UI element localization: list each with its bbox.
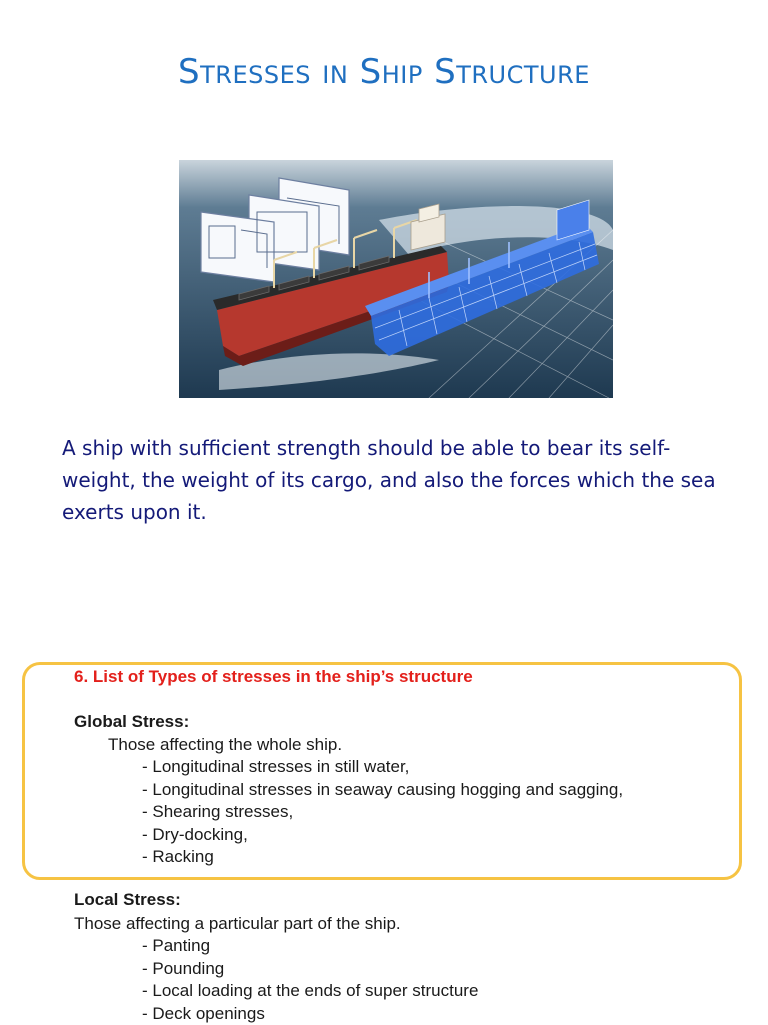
list-item: - Pounding xyxy=(142,958,225,978)
list-item: - Dry-docking, xyxy=(142,824,248,844)
list-item: - Longitudinal stresses in seaway causing hogging and sagging, xyxy=(142,779,624,799)
list-item: - Local loading at the ends of super structure xyxy=(142,981,479,1001)
page-title: Stresses in Ship Structure xyxy=(178,52,590,92)
ship-illustration xyxy=(179,160,613,398)
local-stress-title: Local Stress: xyxy=(74,890,181,909)
local-stress-description: Those affecting a particular part of the ship. xyxy=(74,914,401,933)
list-item: - Deck openings xyxy=(142,1003,265,1023)
local-stress-list xyxy=(142,935,478,1025)
global-stress-description: Those affecting the whole ship. xyxy=(108,735,343,754)
global-stress-list xyxy=(142,756,623,869)
list-heading: 6. List of Types of stresses in the ship’s structure xyxy=(74,667,473,686)
global-stress-title: Global Stress: xyxy=(74,712,190,731)
list-item: - Shearing stresses, xyxy=(142,802,294,822)
list-item: - Racking xyxy=(142,847,214,867)
list-item: - Longitudinal stresses in still water, xyxy=(142,757,410,776)
list-item: - Panting xyxy=(142,936,211,955)
intro-paragraph: A ship with sufficient strength should be able to bear its self-weight, the weight of its cargo, and also the forces which the sea exerts upon it. xyxy=(62,436,716,524)
